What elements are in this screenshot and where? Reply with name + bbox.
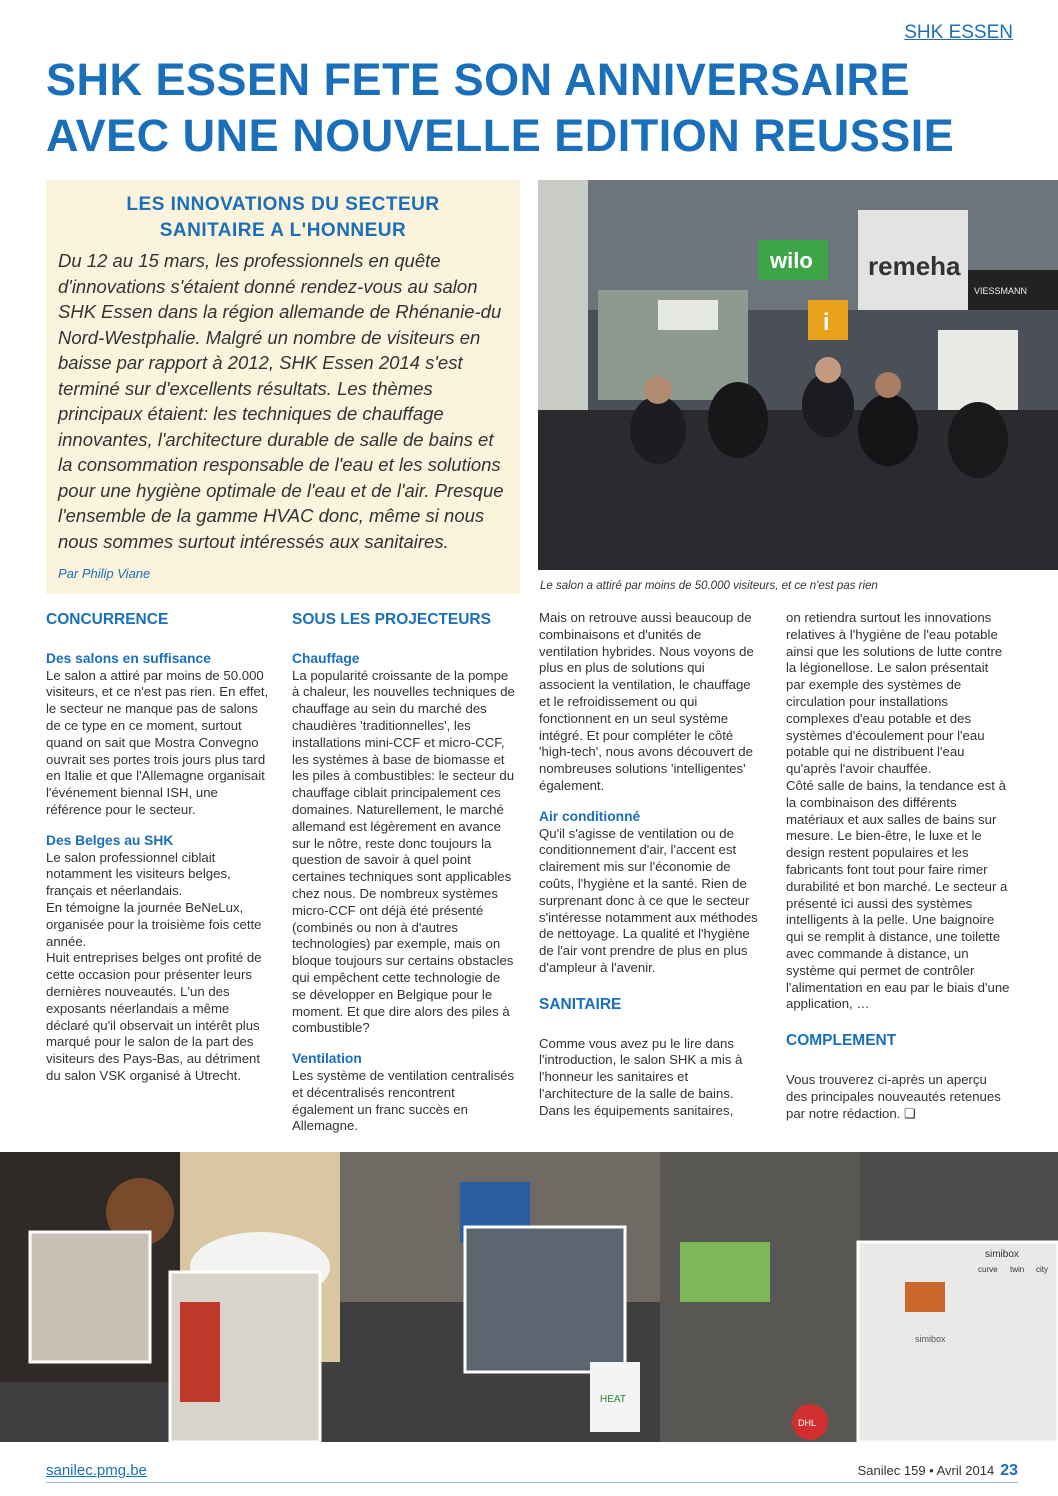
simibox-label-2: simibox [915,1334,946,1344]
end-mark: ❑ [904,1105,916,1121]
remeha-sign: remeha [868,251,961,281]
heading-sanitaire: SANITAIRE [539,995,622,1013]
paragraph: Mais on retrouve aussi beaucoup de combinaisons et d'unités de ventilation hybrides. Nous voyons de plus en plus de solutions qui associent la ventilation, le chauffage et le refroidissement ou qui fonctionnent en un seul système intégré. Et pour compléter le côté 'high-tech', nous avons découvert de nombreuses solutions 'intelligentes' également. [539,610,754,793]
heading-projecteurs: SOUS LES PROJECTEURS [292,611,491,628]
viessmann-sign: VIESSMANN [974,286,1028,296]
simibox-label: simibox [985,1249,1019,1260]
section-tag[interactable]: SHK ESSEN [904,22,1013,43]
paragraph [786,1072,1010,1122]
wilo-sign: wilo [770,248,813,273]
subheading-salons: Des salons en suffisance [46,650,211,666]
byline: Par Philip Viane [58,566,151,581]
paragraph: Huit entreprises belges ont profité de cette occasion pour présenter leurs dernières nouveautés. L'un des exposants néerlandais a même déclaré qu'il observait un intérêt plus marqué pour le salon de la part des visiteurs des Pays-Bas, au détriment du salon VSK organisé à Utrecht. [46,950,262,1083]
info-sign: i [823,309,830,336]
heading-concurrence: CONCURRENCE [46,611,169,628]
paragraph: Le salon a attiré par moins de 50.000 visiteurs, et ce n'est pas rien. En effet, le secteur ne manque pas de salons de ce type en ce moment, surtout quand on sait que Mostra Convegno ouvrait ses portes trois jours plus tard en Italie et que l'Allemagne organisait l'événement biennal ISH, une référence pour le secteur. [46,667,269,817]
column-3 [539,610,763,1134]
subheading-chauffage: Chauffage [292,650,360,666]
paragraph: Le salon professionnel ciblait notamment les visiteurs belges, français et néerlandais. [46,849,231,899]
paragraph: En témoigne la journée BeNeLux, organisée pour la troisième fois cette année. [46,899,262,949]
bag-label: HEAT [600,1394,626,1405]
complement-text: Vous trouverez ci-après un aperçu des principales nouveautés retenues par notre rédaction. [786,1071,1001,1121]
trade-fair-photo [538,180,1058,570]
intro-heading-line-1: LES INNOVATIONS DU SECTEUR [126,194,440,215]
paragraph: Qu'il s'agisse de ventilation ou de conditionnement d'air, l'accent est clairement mis sur l'économie de coûts, l'hygiène et la santé. Rien de surprenant donc à ce que le secteur s'intéresse notamment aux méthodes de nettoyage. La qualité et l'hygiène de l'air vont prendre de plus en plus d'ampleur à l'avenir. [539,825,758,975]
footer-issue [858,1462,1018,1480]
intro-text: Du 12 au 15 mars, les professionnels en quête d'innovations s'étaient donné rendez-vous au salon SHK Essen dans la région allemande de Rhénanie-du Nord-Westphalie. Malgré un nombre de visiteurs en baisse par rapport à 2012, SHK Essen 2014 s'est terminé sur d'excellents résultats. Les thèmes principaux étaient: les techniques de chauffage innovantes, l'architecture durable de salle de bains et la consommation responsable de l'eau et les solutions pour une hygiène optimale de l'eau et de l'air. Presque l'ensemble de la gamme HVAC donc, même si nous nous sommes surtout intéressés aux sanitaires. [58,250,504,552]
paragraph: La popularité croissante de la pompe à chaleur, les nouvelles techniques de chauffage au sein du marché des chaudières 'traditionnelles', les installations mini-CCF et micro-CCF, les systèmes à base de biomasse et les piles à combustibles: le secteur du chauffage ciblait principalement ces domaines. Naturellement, le marché allemand est légèrement en avance sur le nôtre, reste donc toujours la question de savoir à quel point certaines techniques sont applicables chez nous. De nombreux systèmes micro-CCF ont déjà été présenté (combinés ou non à d'autres technologies) par exemple, mais on bloque toujours sur certains obstacles qui empêchent cette technologie de se développer en Belgique pour le moment. Et que dire alors des piles à combustible? [292,667,515,1036]
paragraph: Comme vous avez pu le lire dans l'introduction, le salon SHK a mis à l'honneur les sanitaires et l'architecture de la salle de bains. Dans les équipements sanitaires, [539,1035,743,1118]
intro-box [46,180,520,594]
footer-rule [46,1482,1018,1483]
twin-label: twin [1010,1265,1025,1274]
page-title [46,52,1026,164]
footer-url[interactable]: sanilec.pmg.be [46,1462,147,1479]
subheading-ventilation: Ventilation [292,1051,362,1067]
photo-caption: Le salon a attiré par moins de 50.000 visiteurs, et ce n'est pas rien [540,580,878,592]
issue-text: Sanilec 159 • Avril 2014 [857,1463,995,1478]
paragraph: Les système de ventilation centralisés et décentralisés rencontrent également un franc succès en Allemagne. [292,1067,515,1134]
paragraph: Côté salle de bains, la tendance est à la combinaison des différents matériaux et aux salles de bains sur mesure. Le bien-être, le luxe et le design restent populaires et les fabricants font tout pour faire rimer durabilité et bon marché. Le secteur a présenté ici aussi des systèmes intelligents à la pelle. Une baignoire qui se remplit à distance, une toilette avec commande à distance, un système qui permet de contrôler l'alimentation en eau par le biais d'une application, … [786,777,1010,1012]
intro-heading [66,192,500,244]
title-line-2: AVEC UNE NOUVELLE EDITION REUSSIE [46,110,955,161]
photo-gallery [0,1152,1058,1442]
city-label: city [1036,1265,1048,1274]
column-4 [786,610,1010,1136]
title-line-1: SHK ESSEN FETE SON ANNIVERSAIRE [46,54,910,105]
heading-complement: COMPLEMENT [786,1032,897,1050]
paragraph: on retiendra surtout les innovations relatives à l'hygiène de l'eau potable ainsi que les solutions de lutte contre la légionellose. Le salon présentait par exemple des systèmes de circulation pour installations complexes d'eau potable et des systèmes d'écoulement pour l'eau potable qui ne distribuent l'eau qu'après l'avoir chauffée. [786,610,1003,777]
column-1 [46,610,270,1085]
curve-label: curve [978,1265,998,1274]
page-number: 23 [1000,1462,1018,1479]
intro-heading-line-2: SANITAIRE A L'HONNEUR [159,220,407,241]
subheading-belges: Des Belges au SHK [46,832,174,848]
column-2 [292,610,516,1149]
subheading-air: Air conditionné [539,808,641,824]
bag-logo: DHL [798,1418,817,1428]
